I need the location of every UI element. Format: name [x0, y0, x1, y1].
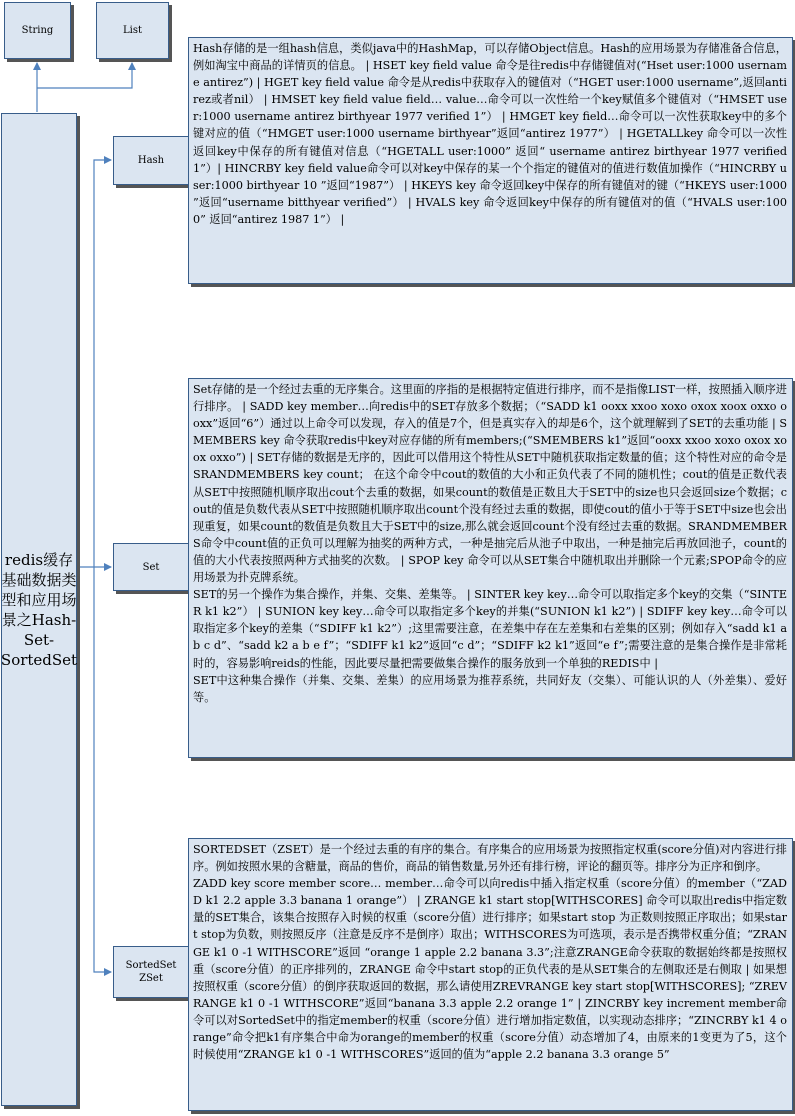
- sortedset-description: [188, 838, 793, 1111]
- zset-node-label: ZSet: [139, 973, 163, 984]
- root-node-title: redis缓存基础数据类型和应用场景之Hash-Set-SortedSet: [0, 550, 78, 669]
- set-description: [188, 378, 793, 758]
- list-node[interactable]: [96, 2, 169, 59]
- hash-node-label: Hash: [137, 155, 165, 166]
- sortedset-paragraph-2: ZADD key score member score… member…命令可以向redis中插入指定权重（score分值）的member（“ZADD k1 2.2 apple 3.3 banana 1 orange”） | ZRANGE k1 start stop[WITHSCORES] 命令可以取出redis中指定数量的SET集合，该集合按照存入时候的权重（score分值）进行排序；如果start stop 为正数则按照正序取出；如果start stop为负数，则按照反序（注意是反序不是倒序）取出；WITHSCORES为可选项，表示是否携带权重分值；“ZRANGE k1 0 -1 WITHSCORE”返回 “orange 1 apple 2.2 banana 3.3”;注意ZRANGE命令获取的数据始终都是按照权重（score分值）的正序排列的，ZRANGE 命令中start stop的正负代表的是从SET集合的左侧取还是右侧取 | 如果想按照权重（score分值）的倒序获取返回的数据，那么请使用ZREVRANGE key start stop[WITHSCORES]; “ZREVRANGE k1 0 -1 WITHSCORE”返回“banana 3.3 apple 2.2 orange 1” | ZINCRBY key increment member命令可以对SortedSet中的指定member的权重（score分值）进行增加指定数值，以实现动态排序；“ZINCRBY k1 4 orange”命令把k1有序集合中命为orange的member的权重（score分值）动态增加了4，由原来的1变更为了5，这个时候使用“ZRANGE k1 0 -1 WITHSCORES”返回的值为“apple 2.2 banana 3.3 orange 5”: [193, 877, 787, 1062]
- root-node[interactable]: [1, 113, 77, 1106]
- hash-description: [188, 37, 793, 284]
- hash-node[interactable]: [113, 136, 189, 185]
- set-node-label: Set: [142, 561, 160, 573]
- string-node-label: String: [21, 25, 54, 36]
- string-node[interactable]: [4, 2, 71, 59]
- set-paragraph-1: Set存储的是一个经过去重的无序集合。这里面的序指的是根据特定值进行排序，而不是指像LIST一样，按照插入顺序进行排序。 | SADD key member…向redis中的SET存放多个数据；（“SADD k1 ooxx xxoo xoxo oxox xoox oxxo ooxx”返回“6”）通过以上命令可以发现，存入的值是7个，但是真实存入的却是6个，这个就理解到了SET的去重功能 | SMEMBERS key 命令获取redis中key对应存储的所有members;(“SMEMBERS k1”返回“ooxx xxoo xoxo oxox xoox oxxo”) | SET存储的数据是无序的，因此可以借用这个特性从SET中随机获取指定数量的值；这个特性对应的命令是SRANDMEMBERS key count； 在这个命令中cout的数值的大小和正负代表了不同的随机性；cout的值是正数代表从SET中按照随机顺序取出cout个去重的数据，如果count的数值是正数且大于SET中的size也只会返回size个数据；cout的值是负数代表从SET中按照随机顺序取出count个没有经过去重的数据，即使cout的值小于等于SET中size也会出现重复，如果count的数值是负数且大于SET中的size,那么就会返回count个没有经过去重的数据。SRANDMEMBERS命令中count值的正负可以理解为抽奖的两种方式，一种是抽完后从池子中取出，一种是抽完后再放回池子，count的值的大小代表按照两种方式抽奖的次数。 | SPOP key 命令可以从SET集合中随机取出并删除一个元素;SPOP命令的应用场景为扑克牌系统。: [193, 383, 787, 585]
- sortedset-node[interactable]: [113, 946, 189, 998]
- hash-description-text: Hash存储的是一组hash信息，类似java中的HashMap，可以存储Object信息。Hash的应用场景为存储准备合信息，例如淘宝中商品的详情页的信息。 | HSET key field value 命令是往redis中存储键值对(“Hset user:1000 username antirez”) | HGET key field value 命令是从redis中获取存入的键值对（“HGET user:1000 username”,返回antirez或者nil） | HMSET key field value field… value…命令可以一次性给一个key赋值多个键值对（“HMSET user:1000 username antirez birthyear 1977 verified 1”） | HMGET key field…命令可以一次性获取key中的多个键对应的值（“HMGET user:1000 username birthyear”返回“antirez 1977”） | HGETALLkey 命令可以一次性返回key中保存的所有键值对信息（“HGETALL user:1000” 返回“ username antirez birthyear 1977 verified 1”）| HINCRBY key field value命令可以对key中保存的某一个个指定的键值对的值进行数值加操作（“HINCRBY user:1000 birthyear 10 ”返回“1987”） | HKEYS key 命令返回key中保存的所有键值对的键（“HKEYS user:1000 ”返回“username bitthyear verified”） | HVALS key 命令返回key中保存的所有键值对的值（“HVALS user:1000” 返回“antirez 1987 1”） |: [193, 42, 787, 226]
- set-paragraph-2: SET的另一个操作为集合操作，并集、交集、差集等。 | SINTER key key…命令可以取指定多个key的交集（“SINTER k1 k2”） | SUNION key key…命令可以取指定多个key的并集(“SUNION k1 k2”) | SDIFF key key…命令可以取指定多个key的差集（“SDIFF k1 k2”）;这里需要注意，在差集中存在左差集和右差集的区别；例如存入“sadd k1 a b c d”、“sadd k2 a b e f”；“SDIFF k1 k2”返回“c d”；“SDIFF k2 k1”返回“e f”;需要注意的是集合操作是非常耗时的，容易影响reids的性能，因此要尽量把需要做集合操作的服务放到一个单独的REDIS中 |: [193, 588, 787, 670]
- connector-root-to-hash: [76, 160, 111, 567]
- sortedset-node-label: SortedSet: [125, 960, 177, 971]
- connector-root-to-sortedset: [94, 567, 111, 972]
- set-node[interactable]: [113, 543, 189, 591]
- set-paragraph-3: SET中这种集合操作（并集、交集、差集）的应用场景为推荐系统，共同好友（交集）、可能认识的人（外差集）、爱好等。: [193, 673, 787, 704]
- connector-root-to-list: [37, 63, 132, 88]
- sortedset-paragraph-1: SORTEDSET（ZSET）是一个经过去重的有序的集合。有序集合的应用场景为按照指定权重(score分值)对内容进行排序。例如按照水果的含糖量，商品的售价，商品的销售数量,另外还有排行榜，评论的翻页等。排序分为正序和倒序。: [193, 843, 787, 874]
- list-node-label: List: [123, 25, 142, 36]
